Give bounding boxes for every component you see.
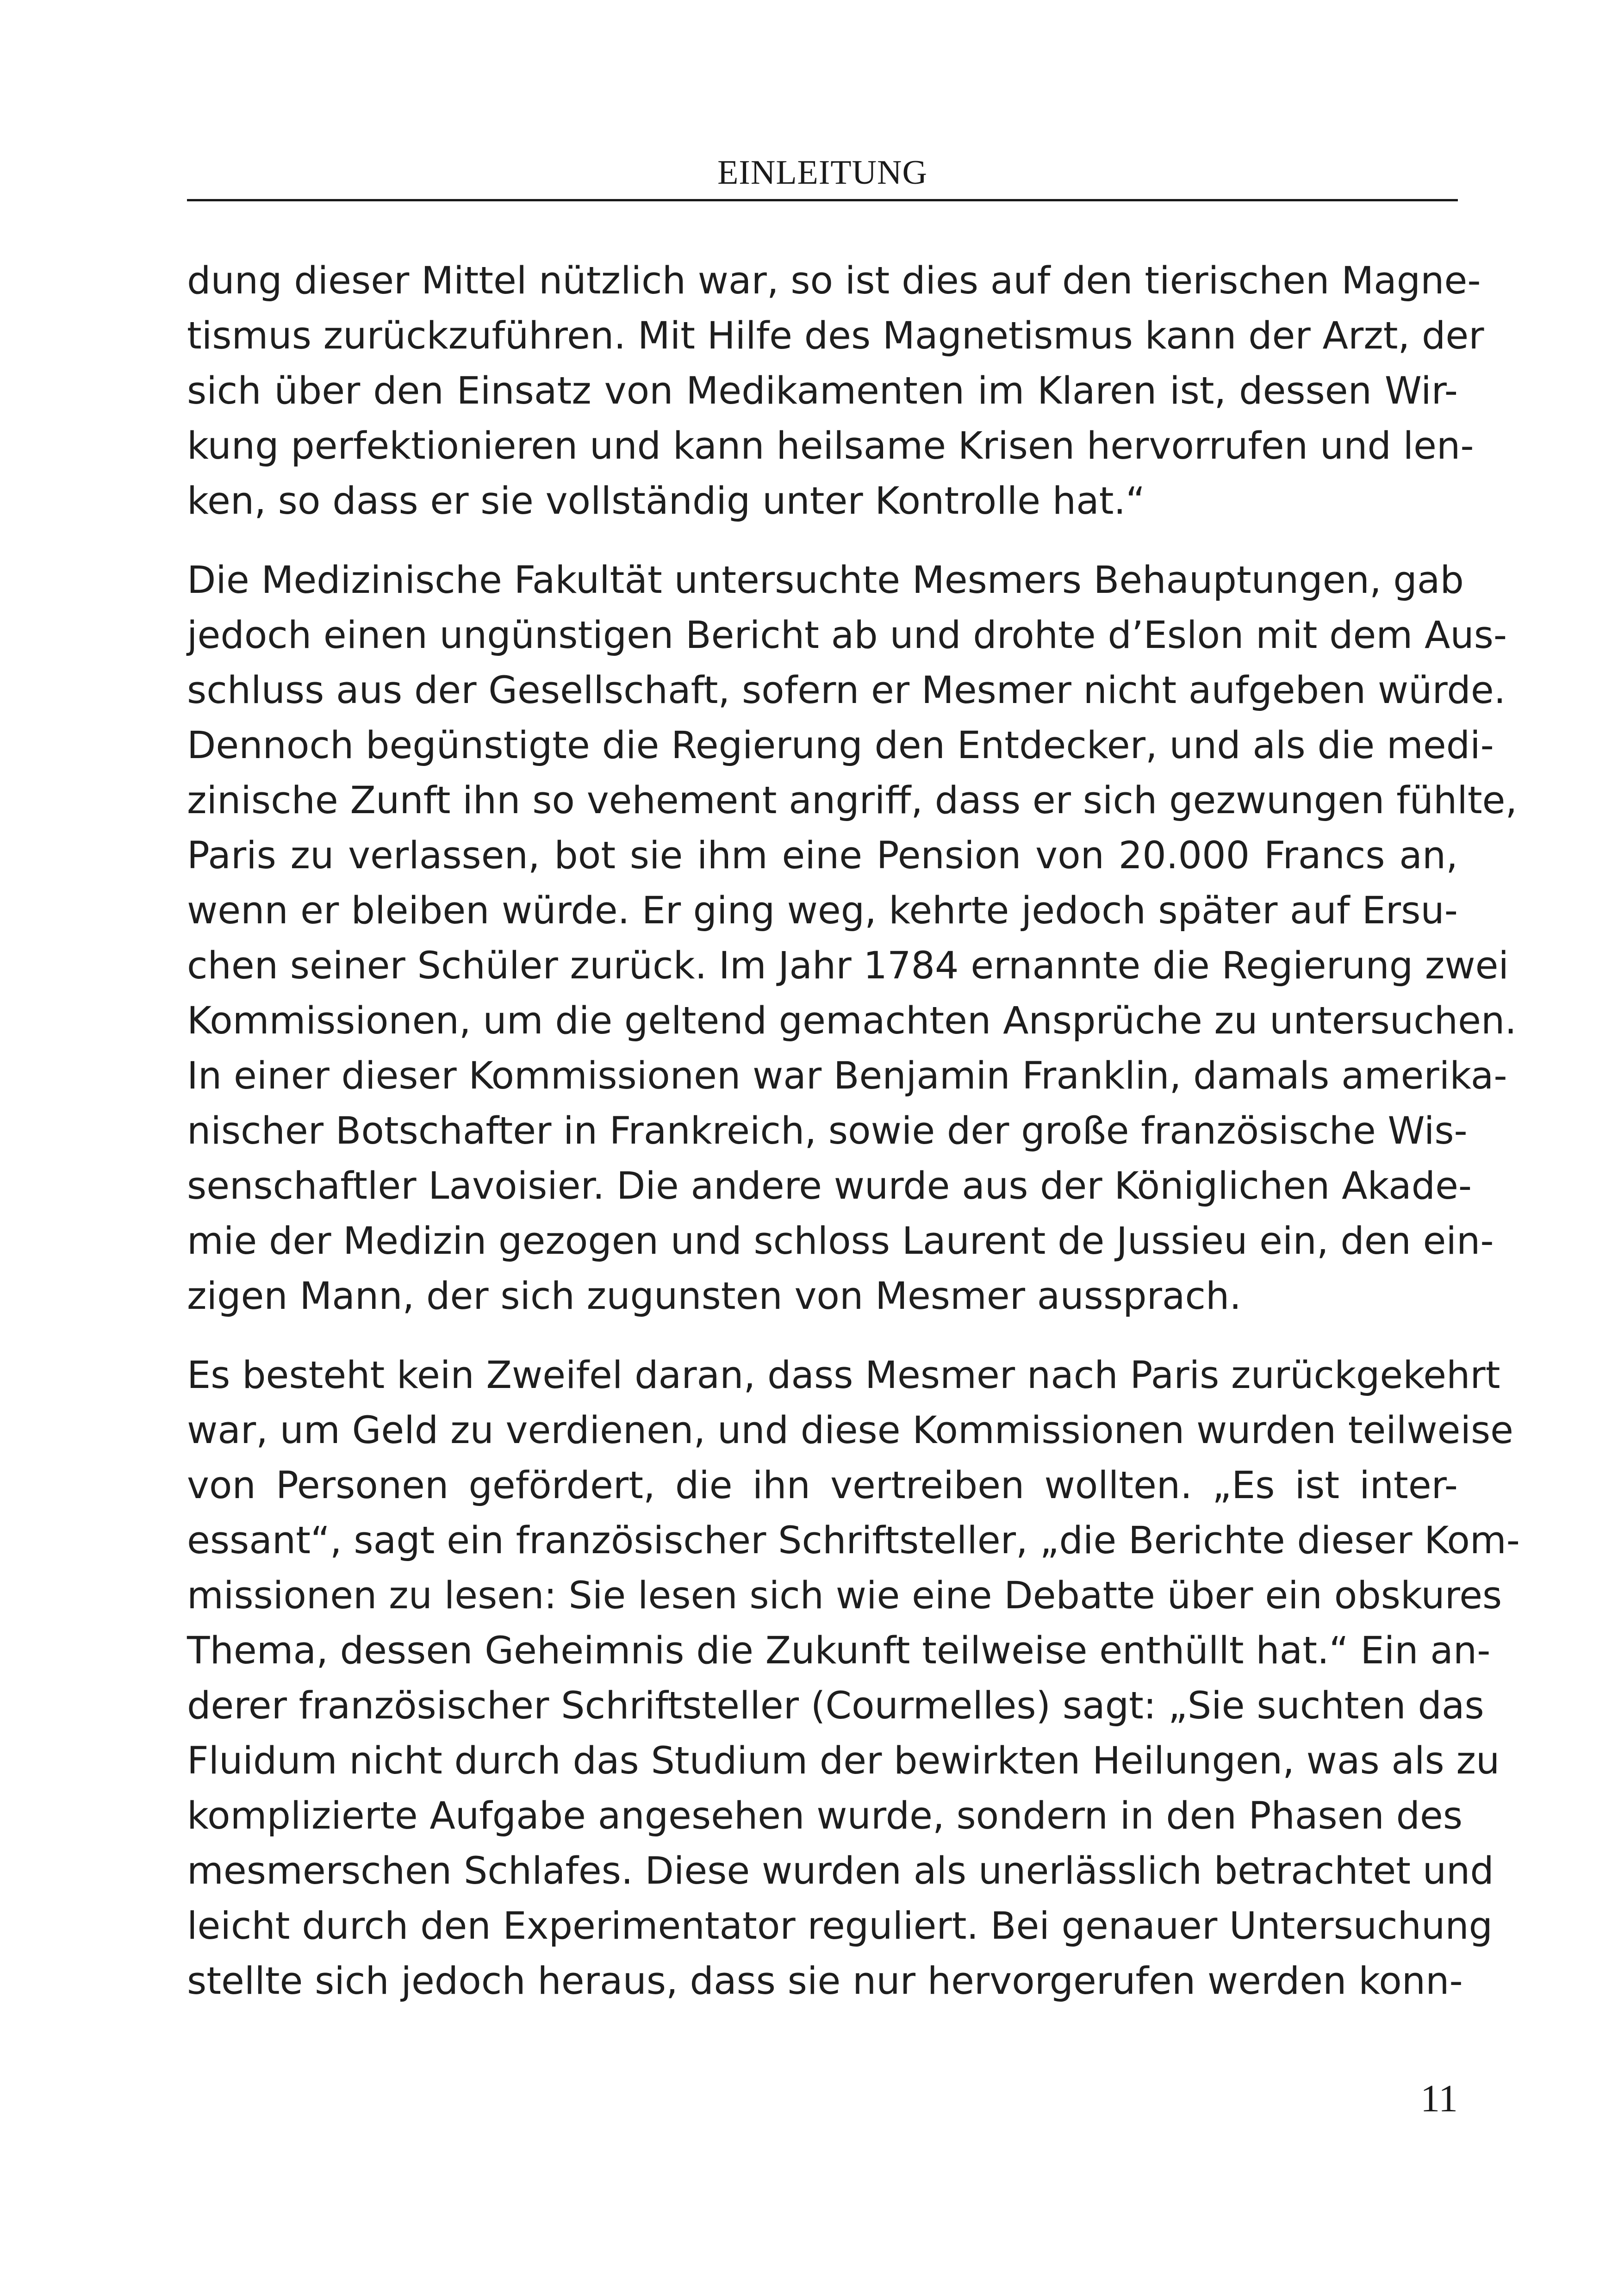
text-line: Es besteht kein Zweifel daran, dass Mesmer nach Paris zurückgekehrt [187, 1354, 1500, 1397]
paragraph [187, 553, 1518, 1324]
text-line: kung perfektionieren und kann heilsame Krisen hervorrufen und len- [187, 424, 1474, 468]
text-line: Thema, dessen Geheimnis die Zukunft teilweise enthüllt hat.“ Ein an- [187, 1629, 1491, 1673]
paragraph-gap [187, 529, 1458, 553]
text-line: senschaftler Lavoisier. Die andere wurde aus der Königlichen Akade- [187, 1164, 1472, 1208]
text-line: leicht durch den Experimentator reguliert. Bei genauer Untersuchung [187, 1904, 1493, 1948]
text-line: nischer Botschafter in Frankreich, sowie der große französische Wis- [187, 1109, 1468, 1153]
text-line: mesmerschen Schlafes. Diese wurden als unerlässlich betrachtet und [187, 1849, 1494, 1893]
page-number: 11 [1420, 2077, 1458, 2120]
text-line: Paris zu verlassen, bot sie ihm eine Pension von 20.000 Francs an, [187, 834, 1458, 877]
text-line: komplizierte Aufgabe angesehen wurde, sondern in den Phasen des [187, 1794, 1463, 1838]
text-line: mie der Medizin gezogen und schloss Laurent de Jussieu ein, den ein- [187, 1220, 1494, 1263]
text-line: tismus zurückzuführen. Mit Hilfe des Magnetismus kann der Arzt, der [187, 314, 1484, 358]
body-text [187, 254, 1520, 2009]
text-line: Fluidum nicht durch das Studium der bewirkten Heilungen, was als zu [187, 1739, 1500, 1783]
text-line: chen seiner Schüler zurück. Im Jahr 1784 ernannte die Regierung zwei [187, 944, 1509, 988]
text-line: essant“, sagt ein französischer Schriftsteller, „die Berichte dieser Kom- [187, 1519, 1520, 1562]
text-line: von Personen gefördert, die ihn vertreiben wollten. „Es ist inter- [187, 1464, 1458, 1507]
text-line: zinische Zunft ihn so vehement angriff, dass er sich gezwungen fühlte, [187, 779, 1518, 822]
text-line: Die Medizinische Fakultät untersuchte Mesmers Behauptungen, gab [187, 559, 1464, 602]
paragraph [187, 254, 1484, 529]
text-line: stellte sich jedoch heraus, dass sie nur hervorgerufen werden konn- [187, 1960, 1463, 2003]
paragraph [187, 1348, 1520, 2009]
text-line: sich über den Einsatz von Medikamenten im Klaren ist, dessen Wir- [187, 369, 1458, 413]
running-header: EINLEITUNG [717, 154, 927, 192]
text-line: missionen zu lesen: Sie lesen sich wie eine Debatte über ein obskures [187, 1574, 1502, 1618]
paragraph-gap [187, 1324, 1458, 1348]
header-rule [187, 199, 1458, 201]
text-line: jedoch einen ungünstigen Bericht ab und drohte d’Eslon mit dem Aus- [187, 614, 1507, 657]
text-line: dung dieser Mittel nützlich war, so ist dies auf den tierischen Magne- [187, 259, 1481, 303]
text-line: wenn er bleiben würde. Er ging weg, kehrte jedoch später auf Ersu- [187, 889, 1458, 933]
text-line: ken, so dass er sie vollständig unter Kontrolle hat.“ [187, 479, 1145, 523]
text-line: Kommissionen, um die geltend gemachten Ansprüche zu untersuchen. [187, 999, 1517, 1043]
text-line: Dennoch begünstigte die Regierung den Entdecker, und als die medi- [187, 724, 1494, 767]
text-line: derer französischer Schriftsteller (Courmelles) sagt: „Sie suchten das [187, 1684, 1484, 1728]
text-line: zigen Mann, der sich zugunsten von Mesmer aussprach. [187, 1275, 1242, 1318]
text-line: In einer dieser Kommissionen war Benjamin Franklin, damals amerika- [187, 1054, 1507, 1098]
text-line: schluss aus der Gesellschaft, sofern er Mesmer nicht aufgeben würde. [187, 669, 1506, 712]
text-line: war, um Geld zu verdienen, und diese Kommissionen wurden teilweise [187, 1409, 1514, 1452]
